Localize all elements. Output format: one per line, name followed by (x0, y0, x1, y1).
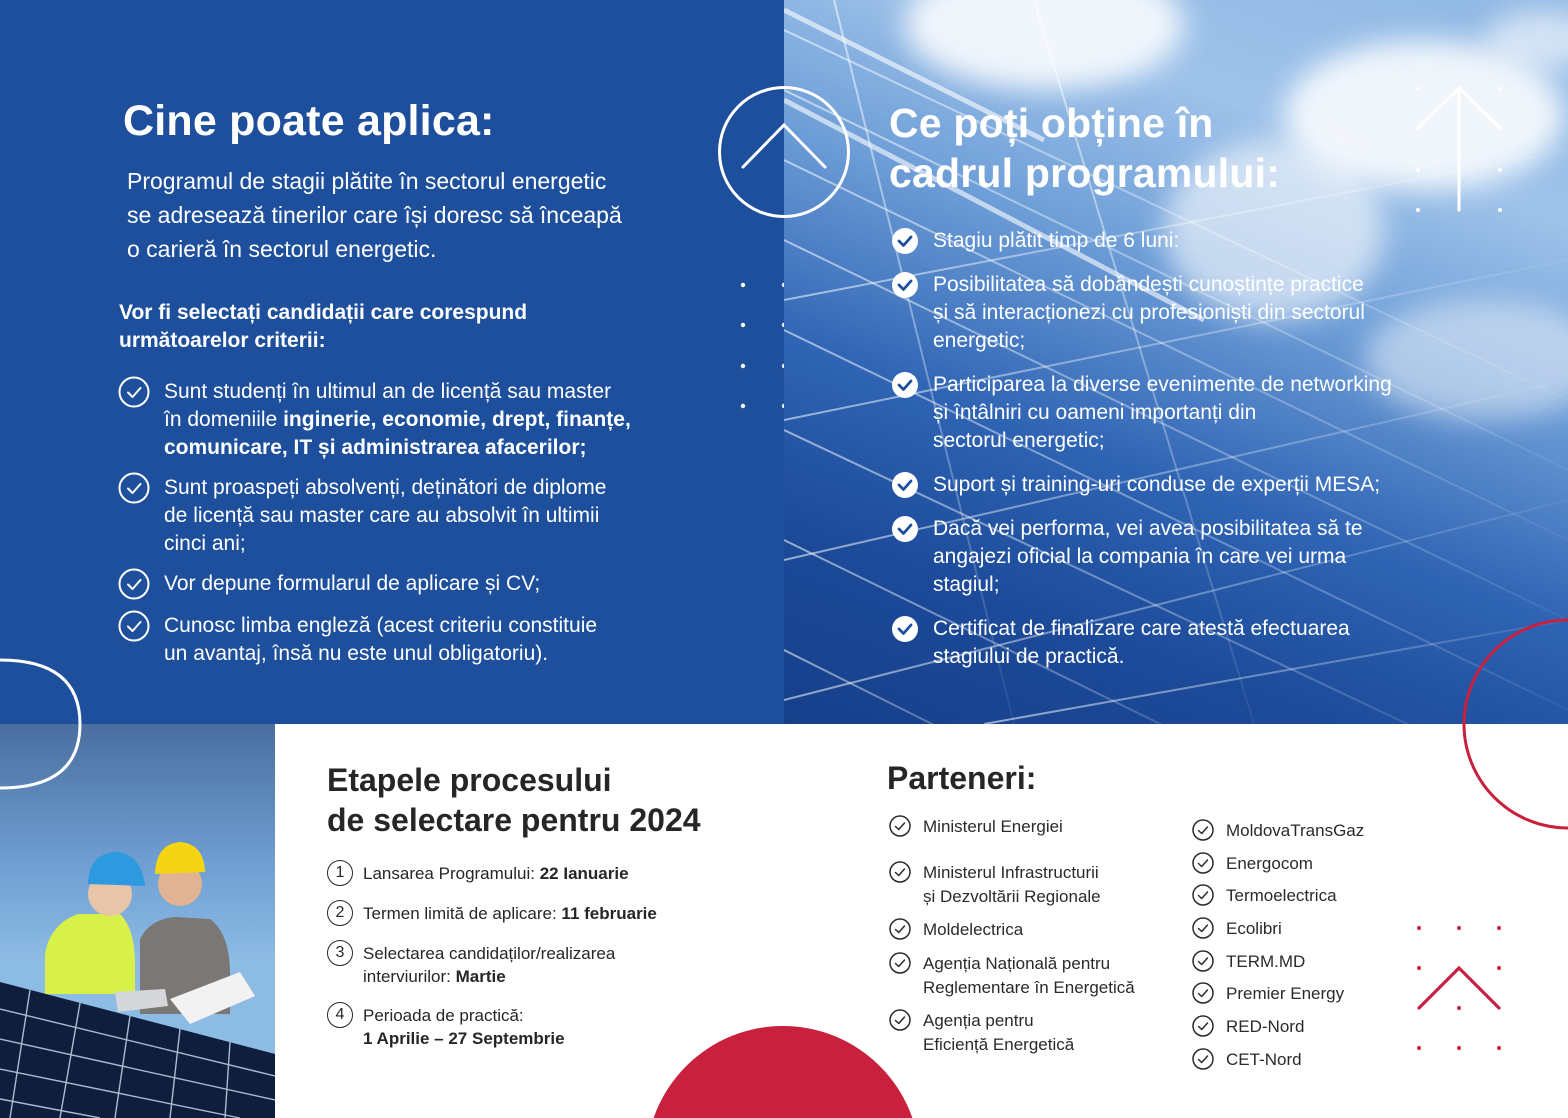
chevron-up-icon (1414, 924, 1504, 1054)
partner-item: Premier Energy (1192, 982, 1412, 1006)
check-circle-outline-icon (889, 952, 911, 974)
intro-line: se adresează tinerilor care își doresc să înceapă (127, 202, 622, 228)
criteria-heading: Vor fi selectați candidații care corespund următoarelor criterii: (119, 301, 528, 352)
step-number-badge: 1 (327, 860, 353, 886)
check-circle-outline-icon (1192, 982, 1214, 1004)
step-item: 4 Perioada de practică: 1 Aprilie – 27 Septembrie (327, 1004, 807, 1050)
partners-title: Parteneri: (887, 760, 1037, 796)
partners-column-2 (1192, 819, 1412, 1072)
step-item: 3 Selectarea candidaților/realizarea interviurilor: Martie (327, 942, 807, 988)
check-circle-outline-icon (1192, 1015, 1214, 1037)
partner-item: MoldovaTransGaz (1192, 819, 1412, 843)
step-number-badge: 2 (327, 900, 353, 926)
partner-item: Agenția Națională pentru Reglementare în Energetică (889, 952, 1179, 1000)
steps-list (327, 862, 807, 1050)
step-number-badge: 4 (327, 1002, 353, 1028)
partner-item: Ministerul Energiei (889, 815, 1179, 839)
half-circle-decoration (0, 658, 84, 792)
partner-item: RED-Nord (1192, 1015, 1412, 1039)
check-circle-outline-icon (1192, 950, 1214, 972)
criteria-item: Vor depune formularul de aplicare și CV; (118, 570, 718, 600)
selection-steps-section (327, 760, 807, 1066)
arrow-up-icon (1414, 84, 1504, 218)
check-circle-outline-icon (889, 918, 911, 940)
benefit-item: Posibilitatea să dobândești cunoștințe practice și să interacționezi cu profesioniști din sectorul energetic; (891, 271, 1491, 355)
benefits-list (891, 227, 1491, 687)
check-circle-outline-icon (889, 815, 911, 837)
step-item: 1 Lansarea Programului: 22 Ianuarie (327, 862, 807, 886)
intro-paragraph (127, 164, 622, 266)
partner-item: Ministerul Infrastructurii și Dezvoltării Regionale (889, 861, 1179, 909)
check-circle-outline-icon (889, 1009, 911, 1031)
check-circle-filled-icon (891, 471, 919, 499)
check-circle-filled-icon (891, 227, 919, 255)
check-circle-outline-icon (889, 861, 911, 883)
check-circle-filled-icon (891, 371, 919, 399)
check-circle-outline-icon (1192, 819, 1214, 841)
benefit-item: Certificat de finalizare care atestă efectuarea stagiului de practică. (891, 615, 1491, 671)
partners-column-1 (889, 815, 1179, 1057)
step-item: 2 Termen limită de aplicare: 11 februarie (327, 902, 807, 926)
benefit-item: Dacă vei performa, vei avea posibilitatea să te angajezi oficial la compania în care vei urma stagiul; (891, 515, 1491, 599)
benefit-item: Stagiu plătit timp de 6 luni: (891, 227, 1491, 255)
criteria-item: Sunt studenți în ultimul an de licență sau master în domeniile inginerie, economie, drept, finanțe, comunicare, IT și administrarea afacerilor; (118, 378, 718, 462)
partner-item: TERM.MD (1192, 950, 1412, 974)
check-circle-outline-icon (118, 568, 150, 600)
criteria-item: Cunosc limba engleză (acest criteriu constituie un avantaj, însă nu este unul obligatoriu). (118, 612, 718, 668)
red-half-circle-decoration (1446, 618, 1568, 830)
step-number-badge: 3 (327, 940, 353, 966)
chevron-up-circle-icon (717, 85, 851, 219)
check-circle-outline-icon (1192, 1048, 1214, 1070)
benefits-panel (784, 0, 1568, 724)
intro-line: o carieră în sectorul energetic. (127, 236, 437, 262)
benefits-title: Ce poți obține în cadrul programului: (889, 100, 1281, 196)
selection-steps-title: Etapele procesului de selectare pentru 2024 (327, 762, 701, 838)
partner-item: Energocom (1192, 852, 1412, 876)
check-circle-filled-icon (891, 615, 919, 643)
intro-line: Programul de stagii plătite în sectorul energetic (127, 168, 607, 194)
partner-item: Moldelectrica (889, 918, 1179, 942)
check-circle-outline-icon (1192, 884, 1214, 906)
check-circle-filled-icon (891, 515, 919, 543)
who-can-apply-panel (0, 0, 784, 724)
criteria-list (118, 378, 718, 680)
check-circle-outline-icon (1192, 852, 1214, 874)
benefit-item: Participarea la diverse evenimente de networking și întâlniri cu oameni importanți din sectorul energetic; (891, 371, 1491, 455)
who-can-apply-title: Cine poate aplica: (123, 97, 495, 145)
criteria-item: Sunt proaspeți absolvenți, deținători de diplome de licență sau master care au absolvit în ultimii cinci ani; (118, 474, 718, 558)
check-circle-filled-icon (891, 271, 919, 299)
check-circle-outline-icon (118, 472, 150, 504)
check-circle-outline-icon (1192, 917, 1214, 939)
check-circle-outline-icon (118, 610, 150, 642)
check-circle-outline-icon (118, 376, 150, 408)
partner-item: Termoelectrica (1192, 884, 1412, 908)
partner-item: Agenția pentru Eficiență Energetică (889, 1009, 1179, 1057)
partner-item: Ecolibri (1192, 917, 1412, 941)
benefit-item: Suport și training-uri conduse de experții MESA; (891, 471, 1491, 499)
partner-item: CET-Nord (1192, 1048, 1412, 1072)
